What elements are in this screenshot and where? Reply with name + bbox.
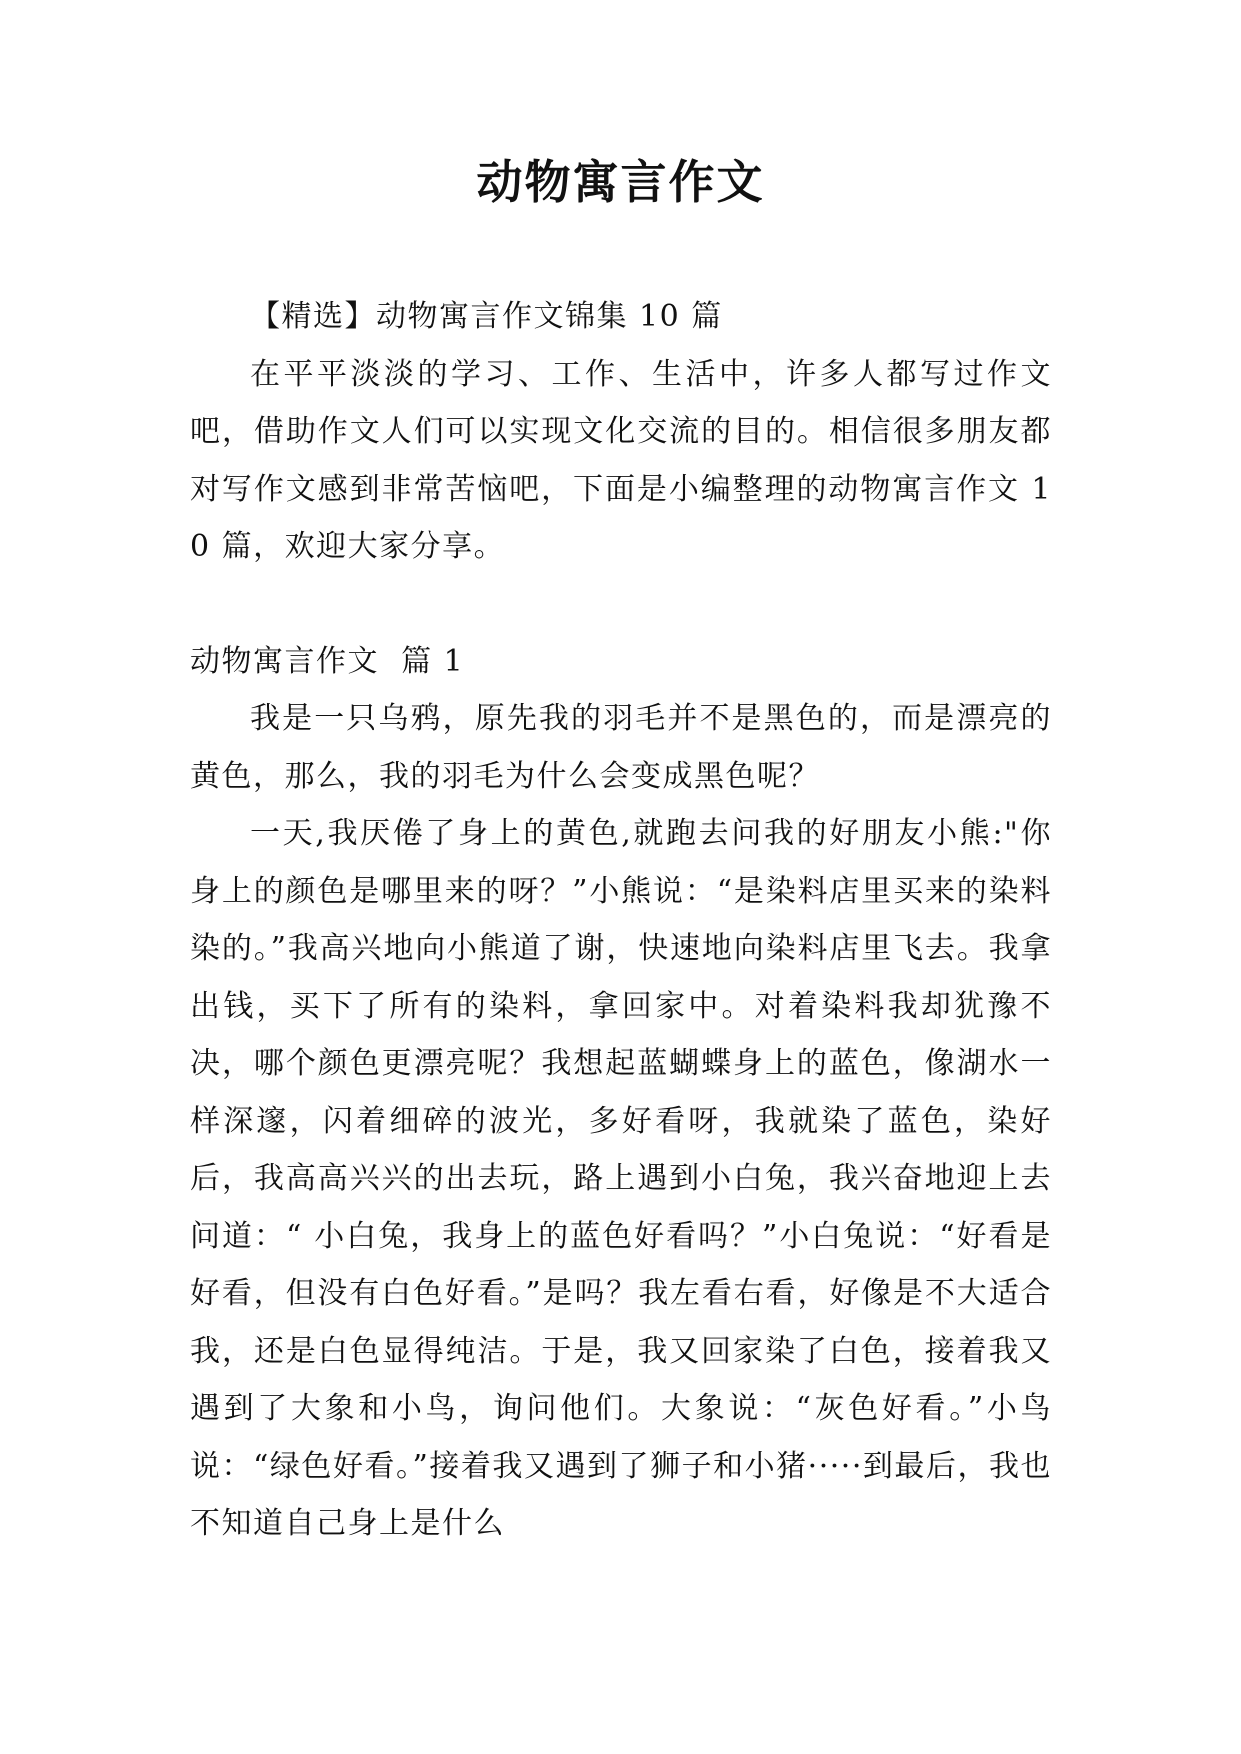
section-heading: 动物寓言作文 篇 1 [190, 643, 465, 679]
intro-paragraph: 在平平淡淡的学习、工作、生活中，许多人都写过作文吧，借助作文人们可以实现文化交流的目的。相信很多朋友都对写作文感到非常苦恼吧，下面是小编整理的动物寓言作文 10 篇，欢迎大家分享。 [190, 356, 1052, 564]
body-paragraph: 我是一只乌鸦，原先我的羽毛并不是黑色的，而是漂亮的黄色，那么，我的羽毛为什么会变成黑色呢？ [190, 701, 1052, 794]
body-paragraph: 一天,我厌倦了身上的黄色,就跑去问我的好朋友小熊:"你身上的颜色是哪里来的呀？”小熊说：“是染料店里买来的染料染的。”我高兴地向小熊道了谢，快速地向染料店里飞去。我拿出钱，买下了所有的染料，拿回家中。对着染料我却犹豫不决，哪个颜色更漂亮呢？我想起蓝蝴蝶身上的蓝色，像湖水一样深邃，闪着细碎的波光，多好看呀，我就染了蓝色，染好后，我高高兴兴的出去玩，路上遇到小白兔，我兴奋地迎上去问道：“ 小白兔，我身上的蓝色好看吗？”小白兔说：“好看是好看，但没有白色好看。”是吗？我左看右看，好像是不大适合我，还是白色显得纯洁。于是，我又回家染了白色，接着我又遇到了大象和小鸟，询问他们。大象说：“灰色好看。”小鸟说：“绿色好看。”接着我又遇到了狮子和小猪·····到最后，我也不知道自己身上是什么 [190, 816, 1052, 1541]
document-body [190, 288, 1052, 1553]
document-subtitle: 【精选】动物寓言作文锦集 10 篇 [250, 299, 723, 334]
document-title: 动物寓言作文 [476, 155, 765, 209]
